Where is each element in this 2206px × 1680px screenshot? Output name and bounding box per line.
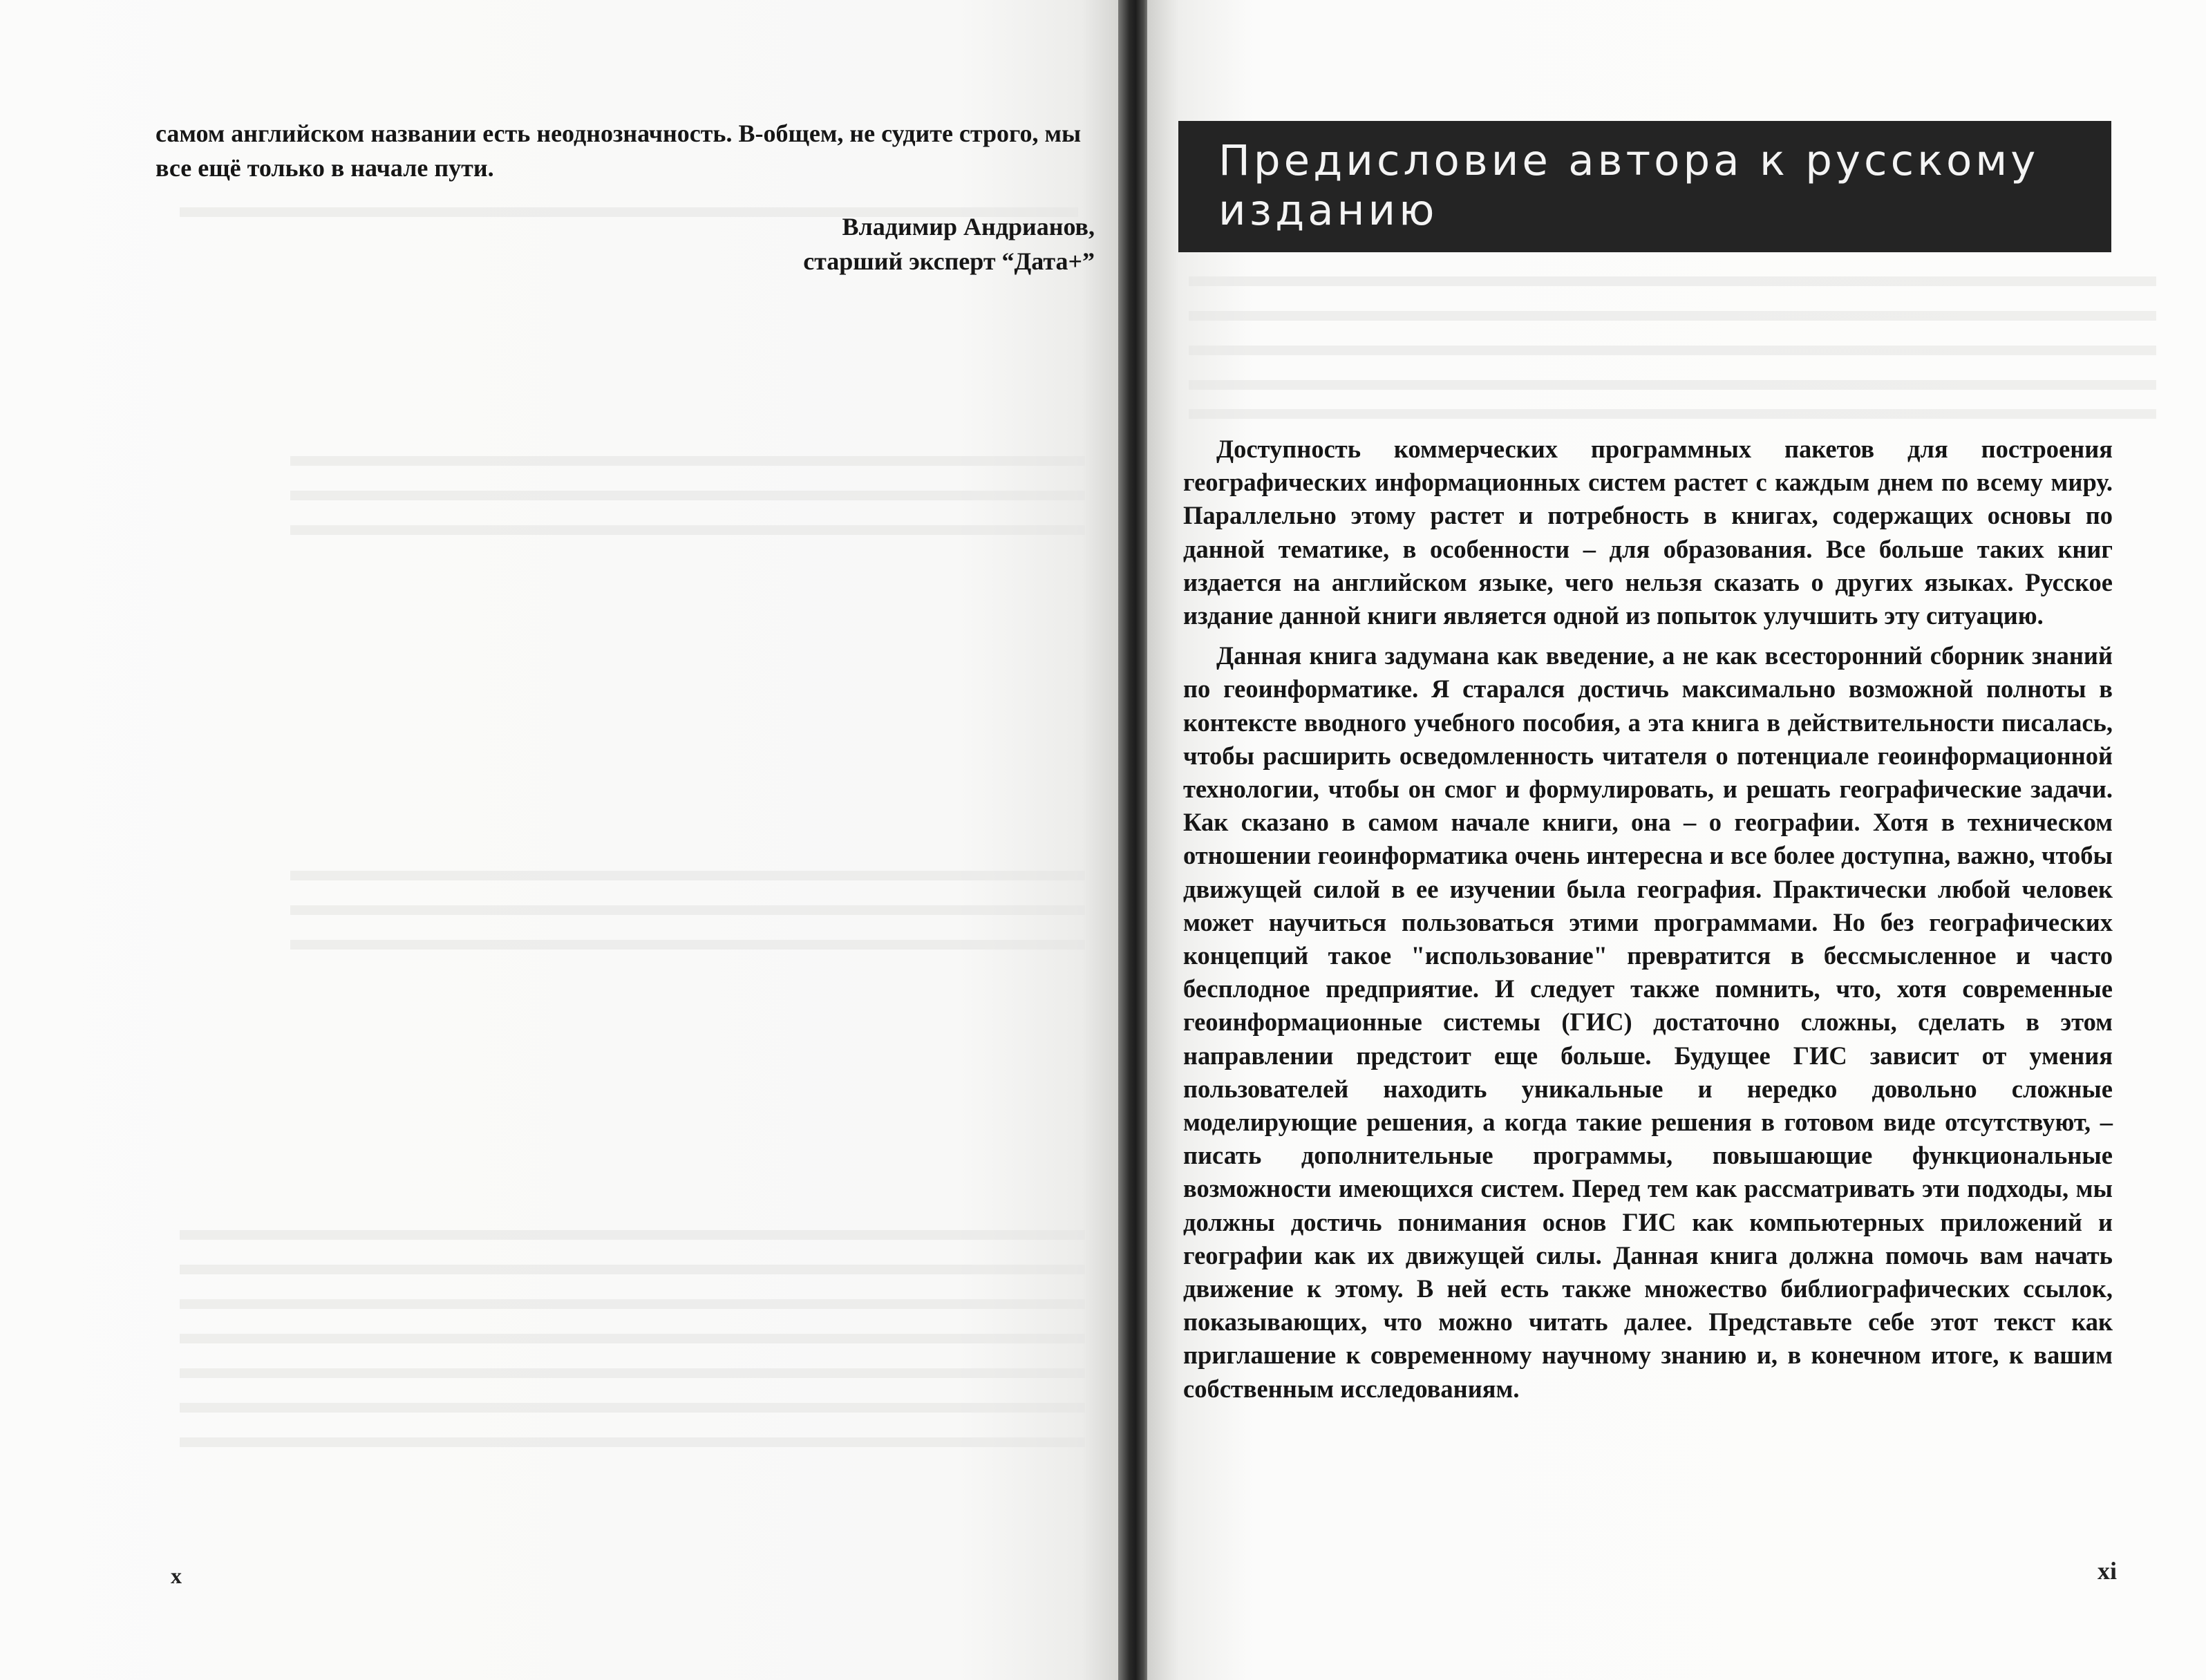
show-through-line — [180, 1334, 1085, 1343]
show-through-line — [290, 940, 1085, 950]
show-through-line — [1189, 346, 2156, 355]
paragraph: Доступность коммерческих программных пакетов для построения географических информационных систем растет с каждым днем по всему миру. Параллельно этому растет и потребность в книгах, содержащих основы по данной тематике, в особенности – для образования. Все больше таких книг издается на английском языке, чего нельзя сказать о других языках. Русское издание данной книги является одной из попыток улучшить эту ситуацию. — [1183, 435, 2113, 630]
show-through-line — [1189, 380, 2156, 390]
book-gutter — [1118, 0, 1150, 1680]
left-paragraph: самом английском названии есть неоднозначность. В-общем, не судите строго, мы все ещё только в начале пути. — [155, 120, 1082, 182]
page-number-left: x — [171, 1563, 182, 1588]
show-through-line — [290, 905, 1085, 915]
show-through-line — [290, 871, 1085, 880]
show-through-line — [180, 1230, 1085, 1240]
show-through-line — [1189, 276, 2156, 286]
show-through-line — [180, 1403, 1085, 1413]
show-through-line — [180, 1265, 1085, 1274]
signature-name: Владимир Андрианов, — [842, 213, 1095, 240]
show-through-line — [290, 456, 1085, 466]
show-through-line — [290, 525, 1085, 535]
show-through-line — [1189, 409, 2156, 419]
page-number-right: xi — [2097, 1557, 2118, 1585]
paragraph: Данная книга задумана как введение, а не как всесторонний сборник знаний по геоинформатике. Я старался достичь максимально возможной полноты в контексте вводного учебного пособия, а эта книга в действительности писалась, чтобы расширить осведомленность читателя о потенциале геоинформационной технологии, чтобы он смог и формулировать, и решать географические задачи. Как сказано в самом начале книги, она – о географии. Хотя в техническом отношении геоинформатика очень интересна и все более доступна, важно, чтобы движущей силой в ее изучении была география. Практически любой человек может научиться пользоваться этими программами. Но без географических концепций такое "использование" превратится в бессмысленное и часто бесплодное предприятие. И следует также помнить, что, хотя современные геоинформационные системы (ГИС) достаточно сложны, сделать в этом направлении предстоит еще больше. Будущее ГИС зависит от умения пользователей находить уникальные и нередко довольно сложные моделирующие решения, а когда такие решения в готовом виде отсутствуют, – писать дополнительные программы, повышающие функциональные возможности имеющихся систем. Перед тем как рассматривать эти подходы, мы должны достичь понимания основ ГИС как компьютерных приложений и географии как их движущей силы. Данная книга должна помочь вам начать движение к этому. В ней есть также множество библиографических ссылок, показывающих, что можно читать далее. Представьте себе этот текст как приглашение к современному научному знанию и, в конечном итоге, к вашим собственным исследованиям. — [1183, 641, 2113, 1403]
show-through-line — [290, 491, 1085, 500]
show-through-line — [180, 1299, 1085, 1309]
show-through-line — [180, 1437, 1085, 1447]
chapter-heading-box — [1178, 121, 2111, 252]
preface-body — [1183, 433, 2113, 1406]
show-through-line — [180, 1368, 1085, 1378]
show-through-line — [1189, 311, 2156, 321]
signature-title: старший эксперт “Дата+” — [803, 247, 1095, 275]
signature-block — [803, 209, 1095, 279]
chapter-title: Предисловие автора к русскому изданию — [1218, 136, 2039, 235]
